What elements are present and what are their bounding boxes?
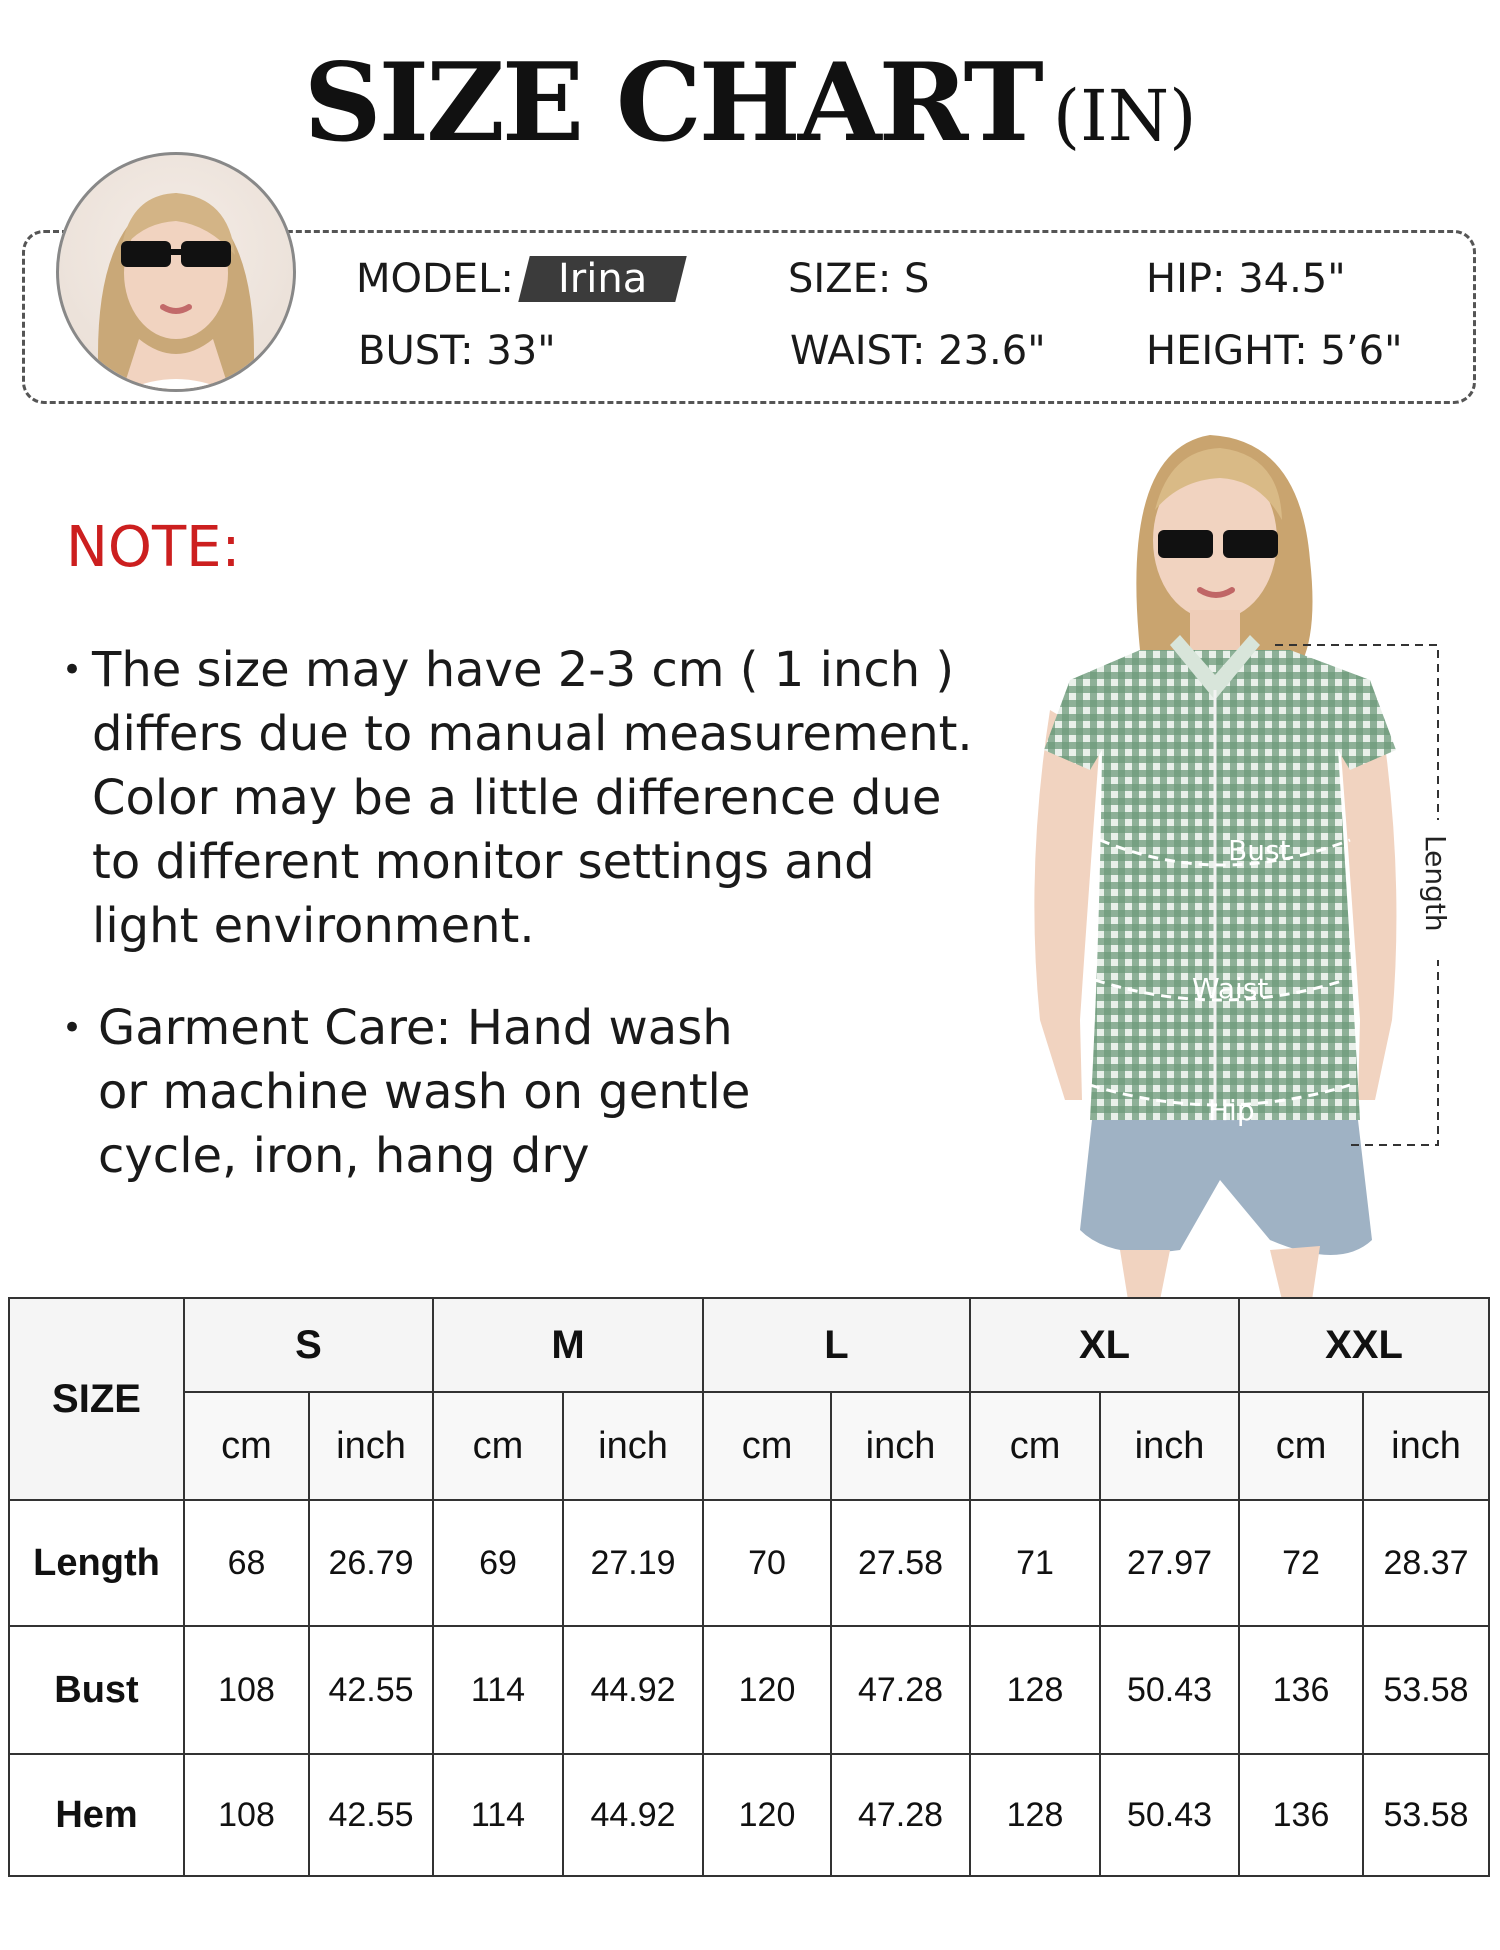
page-title <box>0 40 1500 166</box>
table-cell: 50.43 <box>1100 1626 1239 1754</box>
unit-inch: inch <box>309 1392 433 1500</box>
table-cell: 120 <box>703 1626 831 1754</box>
table-cell: 128 <box>970 1626 1100 1754</box>
unit-cm: cm <box>1239 1392 1363 1500</box>
note-bullet-2: • <box>62 1008 83 1048</box>
model-avatar <box>56 152 296 392</box>
table-cell: 136 <box>1239 1626 1363 1754</box>
row-label-length: Length <box>9 1500 184 1626</box>
note-line: light environment. <box>92 898 535 954</box>
table-cell: 136 <box>1239 1754 1363 1876</box>
model-bust: BUST: 33" <box>358 328 556 374</box>
unit-cm: cm <box>970 1392 1100 1500</box>
table-cell: 26.79 <box>309 1500 433 1626</box>
title-unit: (IN) <box>1052 75 1197 157</box>
table-row <box>9 1500 1489 1626</box>
note-item-1 <box>92 638 973 958</box>
table-cell: 70 <box>703 1500 831 1626</box>
note-line: differs due to manual measurement. <box>92 706 973 762</box>
model-name-row <box>356 256 681 302</box>
unit-cm: cm <box>433 1392 563 1500</box>
size-header-row <box>9 1298 1489 1392</box>
table-cell: 47.28 <box>831 1626 970 1754</box>
size-head-l: L <box>703 1298 970 1392</box>
unit-cm: cm <box>184 1392 309 1500</box>
row-label-bust: Bust <box>9 1626 184 1754</box>
size-head-xxl: XXL <box>1239 1298 1489 1392</box>
unit-cm: cm <box>703 1392 831 1500</box>
table-cell: 69 <box>433 1500 563 1626</box>
model-height: HEIGHT: 5’6" <box>1146 328 1403 374</box>
table-cell: 27.58 <box>831 1500 970 1626</box>
table-row <box>9 1626 1489 1754</box>
table-cell: 44.92 <box>563 1626 703 1754</box>
model-measurement-figure <box>1020 420 1460 1300</box>
model-name: Irina <box>557 256 648 302</box>
table-cell: 47.28 <box>831 1754 970 1876</box>
unit-header-row <box>9 1392 1489 1500</box>
table-cell: 28.37 <box>1363 1500 1489 1626</box>
size-corner-cell: SIZE <box>9 1298 184 1500</box>
note-line: cycle, iron, hang dry <box>98 1128 590 1184</box>
table-cell: 50.43 <box>1100 1754 1239 1876</box>
unit-inch: inch <box>563 1392 703 1500</box>
waist-label: Waist <box>1192 972 1269 1005</box>
table-cell: 120 <box>703 1754 831 1876</box>
table-cell: 128 <box>970 1754 1100 1876</box>
unit-inch: inch <box>831 1392 970 1500</box>
size-head-m: M <box>433 1298 703 1392</box>
note-title: NOTE: <box>66 515 241 580</box>
size-table <box>8 1297 1490 1877</box>
model-waist: WAIST: 23.6" <box>790 328 1046 374</box>
table-cell: 114 <box>433 1626 563 1754</box>
hip-label: Hip <box>1208 1094 1255 1127</box>
note-line: or machine wash on gentle <box>98 1064 751 1120</box>
model-figure-illustration <box>1020 420 1460 1300</box>
note-line: Garment Care: Hand wash <box>98 1000 733 1056</box>
unit-inch: inch <box>1100 1392 1239 1500</box>
table-cell: 53.58 <box>1363 1754 1489 1876</box>
size-head-s: S <box>184 1298 433 1392</box>
table-cell: 53.58 <box>1363 1626 1489 1754</box>
table-cell: 27.97 <box>1100 1500 1239 1626</box>
title-main: SIZE CHART <box>303 40 1041 166</box>
model-portrait-icon <box>59 155 293 389</box>
row-label-hem: Hem <box>9 1754 184 1876</box>
size-head-xl: XL <box>970 1298 1239 1392</box>
table-row <box>9 1754 1489 1876</box>
table-cell: 44.92 <box>563 1754 703 1876</box>
model-size: SIZE: S <box>788 256 930 302</box>
table-cell: 27.19 <box>563 1500 703 1626</box>
note-line: The size may have 2-3 cm ( 1 inch ) <box>92 642 955 698</box>
note-item-2 <box>98 996 750 1188</box>
table-cell: 72 <box>1239 1500 1363 1626</box>
unit-inch: inch <box>1363 1392 1489 1500</box>
table-cell: 71 <box>970 1500 1100 1626</box>
table-cell: 108 <box>184 1626 309 1754</box>
model-name-tag <box>518 256 687 302</box>
length-label: Length <box>1419 835 1452 932</box>
note-line: Color may be a little difference due <box>92 770 942 826</box>
model-label: MODEL: <box>356 256 514 302</box>
table-cell: 42.55 <box>309 1754 433 1876</box>
bust-label: Bust <box>1228 834 1291 867</box>
note-bullet-1: • <box>62 650 83 690</box>
note-line: to different monitor settings and <box>92 834 875 890</box>
model-hip: HIP: 34.5" <box>1146 256 1346 302</box>
table-cell: 42.55 <box>309 1626 433 1754</box>
table-cell: 68 <box>184 1500 309 1626</box>
table-cell: 108 <box>184 1754 309 1876</box>
table-cell: 114 <box>433 1754 563 1876</box>
